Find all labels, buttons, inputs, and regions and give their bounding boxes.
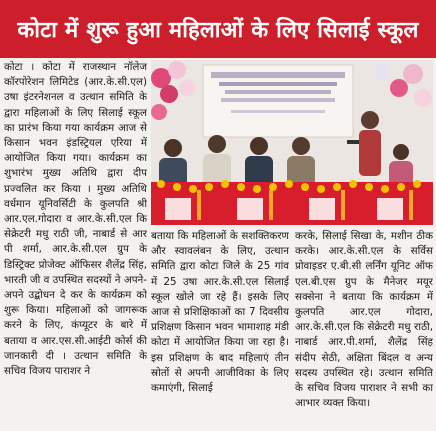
article-paragraph-3: करके, सिलाई सिखा के, मशीन ठीक करके। आर.के.सी.एल के सर्विस प्रोवाइडर ए.बी.सी लर्निंग यूनिट ऑफ एल.बी.एस ग्रुप के मैनेजर मयूर सक्सेना ने बताया कि कार्यक्रम में कुलपति आर.एल गोदारा, आर.के.सी.एल कि सेक्रेटरी मधु राठी, नाबार्ड आर.पी.शर्मा, शैलेंद्र सिंह संदीप सेठी, अक्षिता बिंदल व अन्य सदस्य उपस्थित रहे। उत्थान समिति के सचिव विजय पाराशर ने सभी का आभार व्यक्त किया। bbox=[295, 230, 433, 410]
event-photo bbox=[151, 60, 433, 225]
article-paragraph-2: बताया कि महिलाओं के सशक्तिकरण और स्वावलंबन के लिए, उत्थान समिति द्वारा कोटा जिले के 25 गांव में 25 उषा आर.के.सी.एल सिलाई स्कूल खोले जा रहे हैं। इसके लिए आज से प्रशिक्षिकाओं का 7 दिवसीय प्रशिक्षण किसान भवन भामाशाह मंडी कोटा में आयोजित किया जा रहा है। इस प्रशिक्षण के बाद महिलाएं तीन स्रोतों से अपनी आजीविका के लिए कमाएंगी, सिलाई bbox=[151, 230, 289, 395]
article-column-1 bbox=[4, 60, 147, 429]
article-paragraph-1: कोटा । कोटा में राजस्थान नॉलेज कॉरपोरेशन लिमिटेड (आर.के.सी.एल) उषा इंटरनेशनल व उत्थान समिति के द्वारा महिलाओं के लिए सिलाई स्कूल का प्रारंभ किया गया कार्यक्रम आज से किसान भवन इंडस्ट्रियल एरिया में आयोजित किया गया। कार्यक्रम का शुभारंभ मुख्य अतिथि द्वारा दीप प्रज्वलित कर किया । मुख्य अतिथि वर्धमान यूनिवर्सिटी के कुलपति श्री आर.एल.गोदारा व आर.के.सी.एल कि सेक्रेटरी मधु राठी जी, नाबार्ड से आर पी शर्मा, आर.के.सी.एल ग्रुप के डिस्ट्रिक्ट प्रोजेक्ट ऑफिसर शैलेंद्र सिंह, भारती जी व उपस्थित सदस्यों ने अपने-अपने उद्बोधन दे कर के कार्यक्रम को शुरू किया। महिलाओं को जागरूक करने के लिए, कंप्यूटर के बारे में बताया व आर.एस.सी.आईटी कोर्स की जानकारी दी । उत्थान समिति के सचिव विजय पाराशर ने bbox=[4, 61, 147, 378]
headline-text: कोटा में शुरू हुआ महिलाओं के लिए सिलाई स्कूल bbox=[17, 18, 419, 43]
event-photo-illustration bbox=[151, 60, 433, 225]
article-column-3 bbox=[295, 229, 433, 429]
headline-banner bbox=[0, 0, 436, 58]
article-column-2 bbox=[151, 229, 289, 429]
